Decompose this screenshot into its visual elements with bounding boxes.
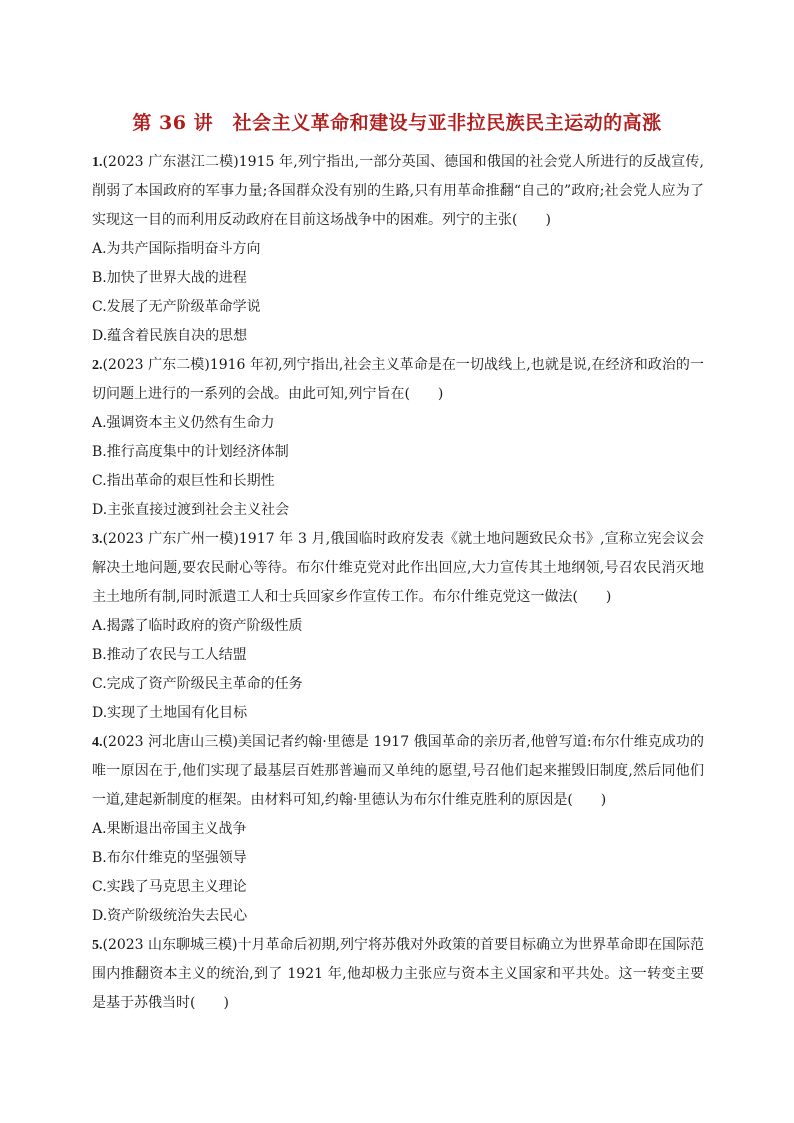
- option-d[interactable]: D.蕴含着民族自决的思想: [92, 328, 248, 344]
- question-stem: [92, 931, 704, 1018]
- question-text: (2023 山东聊城三模)十月革命后初期,列宁将苏俄对外政策的首要目标确立为世界革命即在国际范围内推翻资本主义的统治,到了 1921 年,他却极力主张应与资本主义国家和平共处。这一转变主要是基于苏俄当时( ): [92, 937, 704, 1011]
- question-number: 4.: [92, 735, 103, 750]
- question-3: [92, 525, 704, 728]
- page-title: 第 36 讲 社会主义革命和建设与亚非拉民族民主运动的高涨: [132, 112, 662, 134]
- question-text: (2023 河北唐山三模)美国记者约翰·里德是 1917 俄国革命的亲历者,他曾写道:布尔什维克成功的唯一原因在于,他们实现了最基层百姓那普遍而又单纯的愿望,号召他们起来摧毁旧制度,然后同他们一道,建起新制度的框架。由材料可知,约翰·里德认为布尔什维克胜利的原因是( ): [92, 734, 704, 808]
- question-stem: [92, 525, 704, 612]
- option-b[interactable]: B.推动了农民与工人结盟: [92, 647, 247, 663]
- option-d[interactable]: D.主张直接过渡到社会主义社会: [92, 502, 290, 518]
- option-a[interactable]: A.强调资本主义仍然有生命力: [92, 415, 275, 431]
- question-text: (2023 广东湛江二模)1915 年,列宁指出,一部分英国、德国和俄国的社会党人所进行的反战宣传,削弱了本国政府的军事力量;各国群众没有别的生路,只有用革命推翻“自己的”政府;社会党人应为了实现这一目的而利用反动政府在目前这场战争中的困难。列宁的主张( ): [92, 154, 704, 228]
- option-a[interactable]: A.揭露了临时政府的资产阶级性质: [92, 618, 303, 634]
- question-list: [92, 148, 704, 1018]
- question-1: [92, 148, 704, 351]
- question-text: (2023 广东二模)1916 年初,列宁指出,社会主义革命是在一切战线上,也就是说,在经济和政治的一切问题上进行的一系列的会战。由此可知,列宁旨在( ): [92, 357, 704, 402]
- option-c[interactable]: C.实践了马克思主义理论: [92, 879, 247, 895]
- option-d[interactable]: D.实现了土地国有化目标: [92, 705, 248, 721]
- option-c[interactable]: C.完成了资产阶级民主革命的任务: [92, 676, 303, 692]
- option-b[interactable]: B.推行高度集中的计划经济体制: [92, 444, 289, 460]
- option-b[interactable]: B.布尔什维克的坚强领导: [92, 850, 247, 866]
- question-2: [92, 351, 704, 525]
- option-a[interactable]: A.果断退出帝国主义战争: [92, 821, 247, 837]
- option-d[interactable]: D.资产阶级统治失去民心: [92, 908, 248, 924]
- question-4: [92, 728, 704, 931]
- question-number: 2.: [92, 358, 103, 373]
- question-stem: [92, 728, 704, 815]
- question-number: 3.: [92, 532, 103, 547]
- question-number: 1.: [92, 155, 103, 170]
- question-stem: [92, 148, 704, 235]
- option-a[interactable]: A.为共产国际指明奋斗方向: [92, 241, 261, 257]
- question-number: 5.: [92, 938, 103, 953]
- option-c[interactable]: C.指出革命的艰巨性和长期性: [92, 473, 275, 489]
- question-5: [92, 931, 704, 1018]
- option-b[interactable]: B.加快了世界大战的进程: [92, 270, 247, 286]
- question-text: (2023 广东广州一模)1917 年 3 月,俄国临时政府发表《就土地问题致民众书》,宣称立宪会议会解决土地问题,要农民耐心等待。布尔什维克党对此作出回应,大力宣传其土地纲领,号召农民消灭地主土地所有制,同时派遣工人和士兵回家乡作宣传工作。布尔什维克党这一做法( ): [92, 531, 704, 605]
- question-stem: [92, 351, 704, 409]
- option-c[interactable]: C.发展了无产阶级革命学说: [92, 299, 261, 315]
